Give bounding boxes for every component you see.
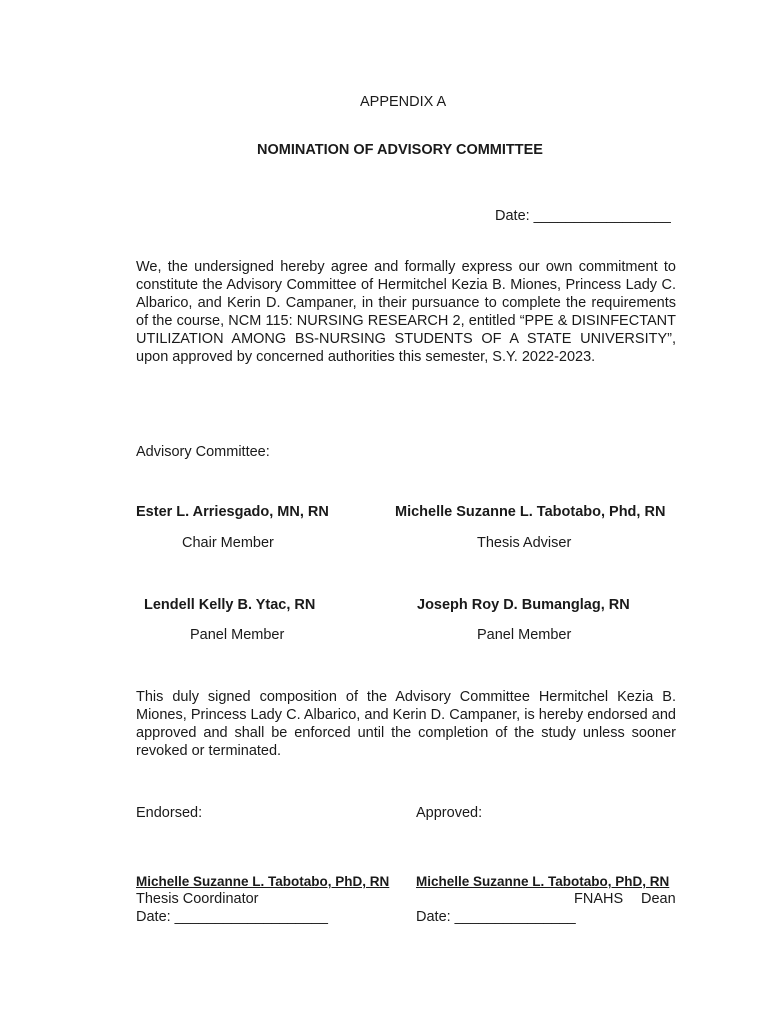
endorser-date-line: Date: ___________________ bbox=[136, 909, 328, 925]
committee-member-role: Thesis Adviser bbox=[477, 535, 572, 551]
committee-member-name: Michelle Suzanne L. Tabotabo, Phd, RN bbox=[395, 504, 666, 520]
approved-label: Approved: bbox=[416, 805, 483, 821]
advisory-committee-heading: Advisory Committee: bbox=[136, 444, 270, 460]
approver-name: Michelle Suzanne L. Tabotabo, PhD, RN bbox=[416, 874, 670, 889]
endorsement-paragraph: This duly signed composition of the Advisory Committee Hermitchel Kezia B. Miones, Princess Lady C. Albarico, and Kerin D. Campaner, is hereby endorsed and approved and shall be enforced until the completion of the study unless sooner revoked or terminated. bbox=[136, 689, 676, 759]
appendix-label: APPENDIX A bbox=[360, 94, 447, 110]
committee-member-role: Chair Member bbox=[182, 535, 274, 551]
intro-paragraph: We, the undersigned hereby agree and formally express our own commitment to constitute the Advisory Committee of Hermitchel Kezia B. Miones, Princess Lady C. Albarico, and Kerin D. Campaner, in their pursuance to complete the requirements of the course, NCM 115: NURSING RESEARCH 2, entitled “PPE & DISINFECTANT UTILIZATION AMONG BS-NURSING STUDENTS OF A STATE UNIVERSITY”, upon approved by concerned authorities this semester, S.Y. 2022-2023. bbox=[136, 259, 676, 365]
document-title: NOMINATION OF ADVISORY COMMITTEE bbox=[257, 142, 543, 158]
approver-title-fnahs: FNAHS bbox=[574, 891, 624, 907]
endorsed-label: Endorsed: bbox=[136, 805, 203, 821]
committee-member-role: Panel Member bbox=[190, 627, 285, 643]
committee-member-name: Ester L. Arriesgado, MN, RN bbox=[136, 504, 329, 520]
approver-date-line: Date: _______________ bbox=[416, 909, 576, 925]
endorser-title: Thesis Coordinator bbox=[136, 891, 259, 907]
committee-member-role: Panel Member bbox=[477, 627, 572, 643]
date-line: Date: _________________ bbox=[495, 208, 671, 224]
committee-member-name: Joseph Roy D. Bumanglag, RN bbox=[417, 597, 630, 613]
committee-member-name: Lendell Kelly B. Ytac, RN bbox=[144, 597, 316, 613]
approver-title-dean: Dean bbox=[641, 891, 676, 907]
endorser-name: Michelle Suzanne L. Tabotabo, PhD, RN bbox=[136, 874, 390, 889]
